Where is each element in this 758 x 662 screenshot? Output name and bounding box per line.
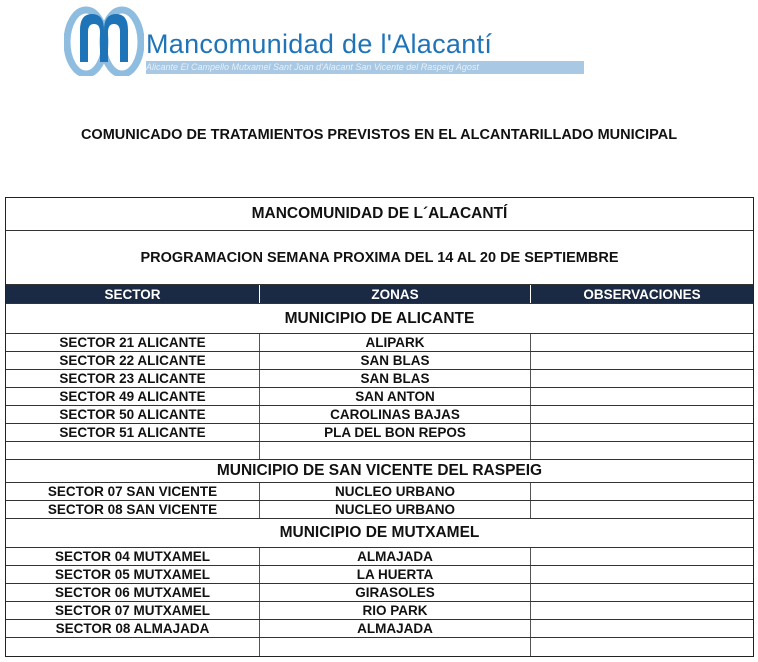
zona-cell: LA HUERTA	[260, 566, 531, 583]
sector-cell: SECTOR 21 ALICANTE	[6, 334, 260, 351]
sector-cell: SECTOR 07 MUTXAMEL	[6, 602, 260, 619]
sector-cell: SECTOR 07 SAN VICENTE	[6, 483, 260, 500]
zona-cell: SAN ANTON	[260, 388, 531, 405]
table-row	[6, 334, 753, 352]
observaciones-cell	[531, 334, 753, 351]
sector-cell: SECTOR 08 ALMAJADA	[6, 620, 260, 637]
table-row	[6, 424, 753, 442]
municipality-row	[6, 460, 753, 483]
sector-cell: SECTOR 22 ALICANTE	[6, 352, 260, 369]
schedule-table	[5, 197, 754, 657]
zona-cell: ALMAJADA	[260, 548, 531, 565]
table-header	[6, 285, 753, 304]
table-row	[6, 548, 753, 566]
column-header-observaciones: OBSERVACIONES	[583, 286, 701, 302]
table-row	[6, 620, 753, 638]
table-row	[6, 352, 753, 370]
brand-name: Mancomunidad de l'Alacantí	[146, 29, 493, 59]
zona-cell: ALMAJADA	[260, 620, 531, 637]
zona-cell: SAN BLAS	[260, 352, 531, 369]
zona-cell: SAN BLAS	[260, 370, 531, 387]
observaciones-cell	[531, 442, 753, 459]
sector-cell	[6, 442, 260, 459]
municipality-row	[6, 519, 753, 548]
observaciones-cell	[531, 602, 753, 619]
table-body	[6, 304, 753, 656]
table-row	[6, 638, 753, 656]
sector-cell: SECTOR 06 MUTXAMEL	[6, 584, 260, 601]
observaciones-cell	[531, 388, 753, 405]
table-row	[6, 584, 753, 602]
zona-cell: NUCLEO URBANO	[260, 483, 531, 500]
observaciones-cell	[531, 620, 753, 637]
municipality-name: MUNICIPIO DE SAN VICENTE DEL RASPEIG	[216, 462, 543, 479]
observaciones-cell	[531, 424, 753, 441]
sector-cell: SECTOR 51 ALICANTE	[6, 424, 260, 441]
observaciones-cell	[531, 483, 753, 500]
document-title: COMUNICADO DE TRATAMIENTOS PREVISTOS EN EL ALCANTARILLADO MUNICIPAL	[80, 127, 678, 143]
observaciones-cell	[531, 501, 753, 518]
column-header-zonas: ZONAS	[260, 285, 531, 303]
observaciones-cell	[531, 566, 753, 583]
municipality-name: MUNICIPIO DE ALICANTE	[284, 309, 475, 327]
table-row	[6, 483, 753, 501]
table-row	[6, 566, 753, 584]
sector-cell: SECTOR 23 ALICANTE	[6, 370, 260, 387]
zona-cell: CAROLINAS BAJAS	[260, 406, 531, 423]
sector-cell: SECTOR 49 ALICANTE	[6, 388, 260, 405]
zona-cell: GIRASOLES	[260, 584, 531, 601]
brand-tagline: Alicante El Campello Mutxamel Sant Joan d'Alacant San Vicente del Raspeig Agost	[146, 61, 584, 74]
table-row	[6, 501, 753, 519]
table-subtitle: PROGRAMACION SEMANA PROXIMA DEL 14 AL 20 DE SEPTIEMBRE	[140, 249, 619, 266]
sector-cell: SECTOR 04 MUTXAMEL	[6, 548, 260, 565]
sector-cell	[6, 638, 260, 656]
municipality-row	[6, 304, 753, 334]
zona-cell: PLA DEL BON REPOS	[260, 424, 531, 441]
observaciones-cell	[531, 638, 753, 656]
table-row	[6, 602, 753, 620]
table-row	[6, 406, 753, 424]
mancomunidad-logo	[64, 4, 144, 76]
table-row	[6, 388, 753, 406]
zona-cell: RIO PARK	[260, 602, 531, 619]
zona-cell: NUCLEO URBANO	[260, 501, 531, 518]
observaciones-cell	[531, 370, 753, 387]
table-row	[6, 370, 753, 388]
sector-cell: SECTOR 05 MUTXAMEL	[6, 566, 260, 583]
observaciones-cell	[531, 584, 753, 601]
municipality-name: MUNICIPIO DE MUTXAMEL	[279, 524, 480, 541]
table-row	[6, 442, 753, 460]
sector-cell: SECTOR 50 ALICANTE	[6, 406, 260, 423]
observaciones-cell	[531, 548, 753, 565]
sector-cell: SECTOR 08 SAN VICENTE	[6, 501, 260, 518]
zona-cell	[260, 638, 531, 656]
observaciones-cell	[531, 352, 753, 369]
column-header-sector: SECTOR	[6, 285, 260, 303]
zona-cell	[260, 442, 531, 459]
table-title: MANCOMUNIDAD DE L´ALACANTÍ	[251, 205, 508, 222]
zona-cell: ALIPARK	[260, 334, 531, 351]
observaciones-cell	[531, 406, 753, 423]
